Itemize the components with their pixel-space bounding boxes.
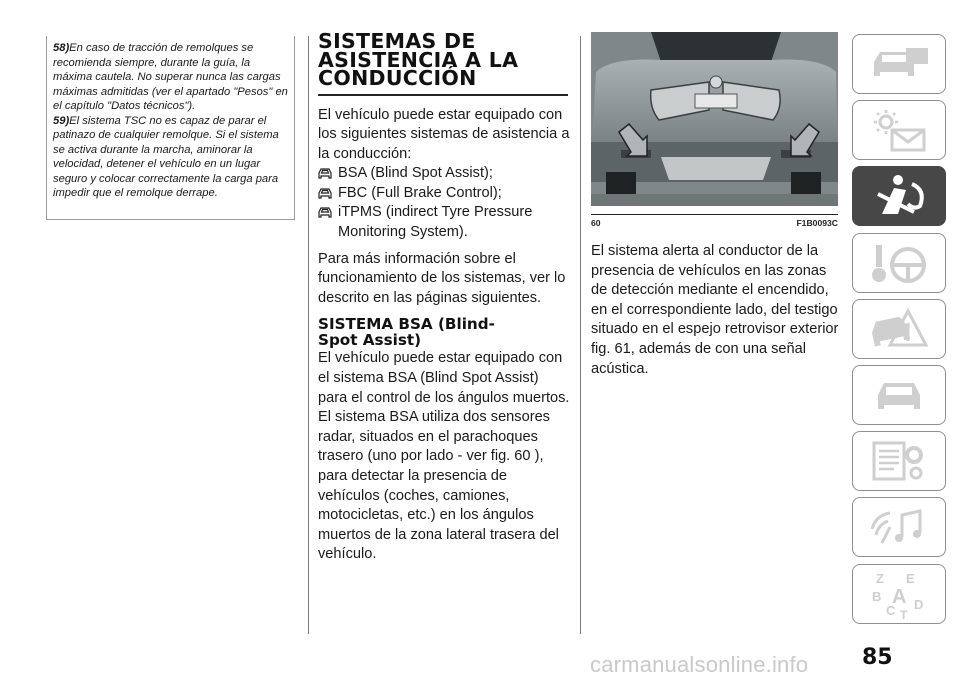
seatbelt-airbag-icon — [868, 174, 930, 218]
note-59-text: El sistema TSC no es capaz de parar el patinazo de cualquier remolque. Si el sistema se activa durante la marcha, aminorar la velocidad, detener el vehículo en un lugar seguro y colocar correctamente la carga para impedir que el remolque derrape. — [53, 114, 279, 199]
bsa-title-line1: SISTEMA BSA (Blind- — [318, 315, 495, 334]
bullet-text: iTPMS (indirect Tyre Pressure Monitoring System). — [338, 204, 533, 241]
key-steering-icon — [868, 241, 930, 285]
specs-gear-icon — [868, 439, 930, 483]
car-dashboard-icon — [868, 44, 930, 84]
note-59-number: 59) — [53, 114, 70, 127]
figure-code: F1B0093C — [796, 218, 838, 228]
intro-paragraph: El vehículo puede estar equipado con los siguientes sistemas de asistencia a la conducción: — [318, 106, 570, 162]
bullet-text: BSA (Blind Spot Assist); — [338, 165, 493, 182]
car-bullet-icon — [318, 167, 332, 180]
chapter-tabs — [852, 34, 946, 630]
more-info-paragraph: Para más información sobre el funcionamiento de los sistemas, ver lo descrito en las páginas siguientes. — [318, 250, 566, 306]
car-maintenance-icon — [868, 373, 930, 417]
tab-starting[interactable] — [852, 233, 946, 293]
multimedia-icon — [868, 505, 930, 549]
warning-lights-icon — [868, 108, 930, 152]
index-letters-icon — [868, 569, 930, 619]
column-divider-right — [580, 36, 581, 634]
car-bullet-icon — [318, 206, 332, 219]
bsa-alert-paragraph: El sistema alerta al conductor de la presencia de vehículos en las zonas de detección mediante el encendido, en el correspondiente lado, del testigo situado en el espejo retrovisor exterior fig. 61, además de con una señal acústica. — [591, 243, 839, 377]
tab-multimedia[interactable] — [852, 497, 946, 557]
main-column — [318, 29, 570, 565]
column-divider-left — [308, 36, 309, 634]
figure-number: 60 — [591, 218, 601, 228]
section-title-line1: SISTEMAS DE — [318, 29, 476, 53]
bullet-item — [318, 164, 570, 184]
car-rear-illustration — [591, 32, 838, 206]
note-58-number: 58) — [53, 42, 70, 54]
bullet-item — [318, 184, 570, 204]
svg-text:A: A — [892, 585, 907, 608]
svg-text:B: B — [872, 588, 882, 604]
page-number: 85 — [862, 645, 893, 670]
svg-text:T: T — [900, 607, 908, 619]
tab-emergency[interactable] — [852, 299, 946, 359]
bsa-paragraph: El vehículo puede estar equipado con el sistema BSA (Blind Spot Assist) para el control de los ángulos muertos. El sistema BSA utiliza dos sensores radar, situados en el parachoques trasero (uno por lado - ver fig. 60 ), para detectar la presencia de vehículos (coches, camiones, motocicletas, etc.) en los ángulos muertos de la zona lateral trasera del vehículo. — [318, 350, 570, 563]
svg-text:C: C — [886, 602, 896, 618]
note-59 — [53, 114, 290, 201]
bullet-text: FBC (Full Brake Control); — [338, 184, 502, 201]
tab-warning-lights[interactable] — [852, 100, 946, 160]
tab-index[interactable] — [852, 564, 946, 624]
tab-maintenance[interactable] — [852, 365, 946, 425]
svg-text:D: D — [914, 596, 924, 612]
section-title-line2: ASISTENCIA A LA — [318, 47, 519, 72]
bsa-title — [318, 317, 570, 348]
figure-car-rear — [591, 32, 838, 206]
tab-dashboard[interactable] — [852, 34, 946, 94]
svg-text:E: E — [906, 570, 915, 586]
section-title — [318, 29, 568, 96]
note-58-text: En caso de tracción de remolques se recomienda siempre, durante la guía, la máxima cautela. No superar nunca las cargas máximas admitidas (ver el apartado "Pesos" en el capítulo "Datos técnicos"). — [53, 42, 288, 112]
figure-caption — [591, 214, 838, 228]
bullet-item — [318, 203, 570, 242]
section-title-line3: CONDUCCIÓN — [318, 66, 477, 90]
right-column — [591, 32, 845, 379]
car-bullet-icon — [318, 187, 332, 200]
watermark: carmanualsonline.info — [590, 652, 809, 677]
tab-technical-data[interactable] — [852, 431, 946, 491]
warning-box — [46, 36, 295, 220]
note-58 — [53, 41, 290, 114]
tab-safety[interactable] — [852, 166, 946, 226]
svg-text:Z: Z — [876, 570, 884, 586]
bsa-title-line2: Spot Assist) — [318, 330, 422, 349]
emergency-icon — [868, 307, 930, 351]
